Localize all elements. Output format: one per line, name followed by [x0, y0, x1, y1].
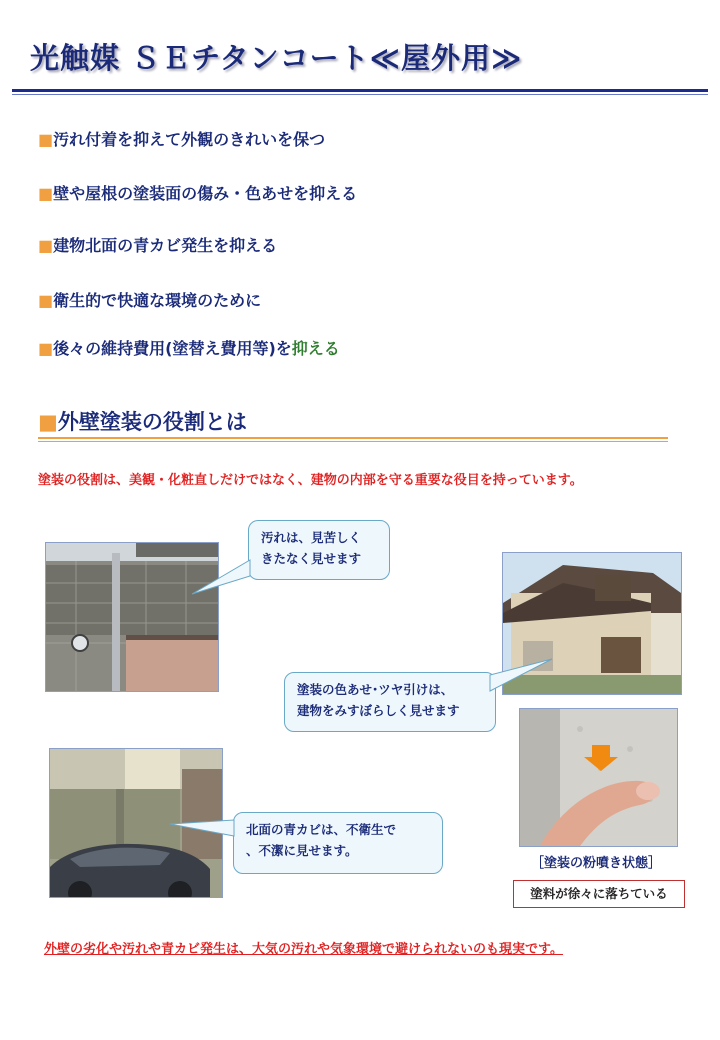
- bullet-square: ■: [38, 184, 54, 203]
- dirt-callout: [248, 520, 390, 580]
- title-rule-thin: [12, 94, 708, 95]
- mold-callout-line: 北面の青カビは、不衛生で: [246, 822, 397, 837]
- fade-callout-line: 塗装の色あせ･ツヤ引けは、: [297, 682, 454, 697]
- section-rule-thin: [38, 441, 668, 442]
- section-rule: [38, 437, 668, 439]
- section-square: ■: [38, 410, 58, 434]
- dirt-callout-line: 汚れは、見苦しく: [261, 530, 362, 545]
- bullet-text: 壁や屋根の塗装面の傷み・色あせを抑える: [53, 184, 358, 203]
- bullet-item: [38, 127, 325, 150]
- bullet-square: ■: [38, 291, 54, 310]
- bullet-square: ■: [38, 236, 54, 255]
- bullet-square: ■: [38, 130, 54, 149]
- dirt-callout-pointer: [190, 550, 260, 600]
- chalk-caption: ［塗装の粉噴き状態］: [531, 856, 662, 871]
- page-title: 光触媒 ＳＥチタンコート≪屋外用≫: [30, 41, 523, 75]
- bullet-item: [38, 181, 357, 204]
- mold-callout: [233, 812, 443, 874]
- fade-callout: [284, 672, 496, 732]
- bullet-text: 建物北面の青カビ発生を抑える: [53, 236, 278, 255]
- footer-note: 外壁の劣化や汚れや青カビ発生は、大気の汚れや気象環境で避けられないのも現実です。: [44, 942, 563, 957]
- bullet-item: [38, 288, 261, 311]
- bullet-text-highlight: 抑える: [291, 339, 340, 358]
- mold-callout-line: 、不潔に見せます。: [246, 843, 358, 858]
- section-heading-text: 外壁塗装の役割とは: [57, 410, 247, 434]
- fade-callout-line: 建物をみすぼらしく見せます: [297, 703, 460, 718]
- mold-callout-pointer: [168, 818, 238, 848]
- bullet-text: 衛生的で快適な環境のために: [53, 291, 262, 310]
- chalking-photo: [519, 708, 678, 847]
- bullet-text: 汚れ付着を抑えて外観のきれいを保つ: [53, 130, 326, 149]
- chalk-note-box: 塗料が徐々に落ちている: [513, 880, 685, 908]
- bullet-square: ■: [38, 339, 54, 358]
- title-rule: [12, 89, 708, 92]
- fade-callout-pointer: [486, 655, 556, 695]
- bullet-text: 後々の維持費用(塗替え費用等)を: [53, 339, 292, 358]
- bullet-item: [38, 336, 340, 359]
- section-heading: [38, 406, 247, 436]
- bullet-item: [38, 233, 277, 256]
- intro-text: 塗装の役割は、美観・化粧直しだけではなく、建物の内部を守る重要な役目を持っています。: [38, 473, 583, 488]
- dirt-callout-line: きたなく見せます: [261, 551, 362, 566]
